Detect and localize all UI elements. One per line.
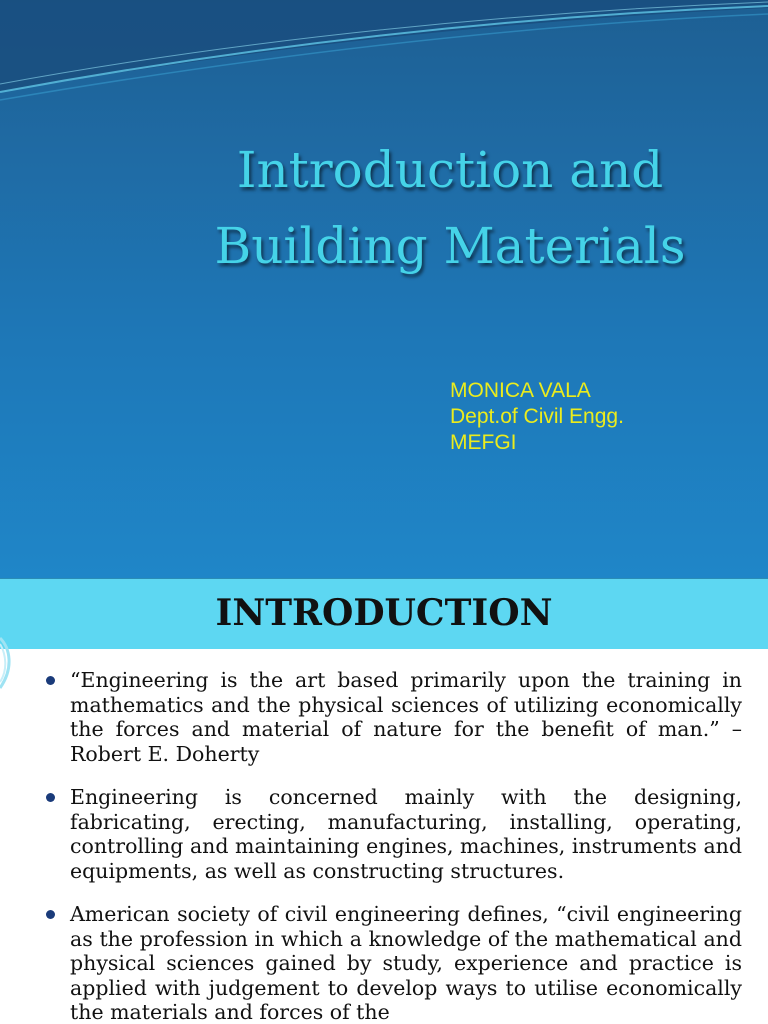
author-department: Dept.of Civil Engg.: [450, 405, 624, 428]
bullet-text: “Engineering is the art based primarily upon the training in mathematics and the physical sciences of utilizing economically the forces and material of nature for the benefit of man.” – Robert E. Doherty: [70, 668, 742, 766]
bullet-item: [46, 902, 742, 1024]
bullet-list: [46, 668, 742, 1024]
title-line-1: Introduction and: [236, 141, 664, 199]
wave-decoration: [0, 0, 768, 110]
bullet-dot-icon: [46, 910, 55, 919]
bullet-text: American society of civil engineering defines, “civil engineering as the profession in which a knowledge of the mathematical and physical sciences gained by study, experience and practice is applied with judgement to develop ways to utilise economically the materials and forces of the: [70, 902, 742, 1024]
bullet-text: Engineering is concerned mainly with the designing, fabricating, erecting, manufacturing, installing, operating, controlling and maintaining engines, machines, instruments and equipments, as well as constructing structures.: [70, 785, 742, 883]
slide-heading: INTRODUCTION: [215, 592, 553, 634]
author-institution: MEFGI: [450, 431, 517, 454]
bullet-item: [46, 785, 742, 883]
bullet-dot-icon: [46, 793, 55, 802]
author-name: MONICA VALA: [450, 379, 591, 402]
title-line-2: Building Materials: [214, 217, 686, 275]
slide-title: [150, 132, 750, 284]
bullet-item: [46, 668, 742, 766]
bullet-dot-icon: [46, 676, 55, 685]
author-block: [450, 378, 624, 456]
introduction-slide: [0, 578, 768, 1024]
